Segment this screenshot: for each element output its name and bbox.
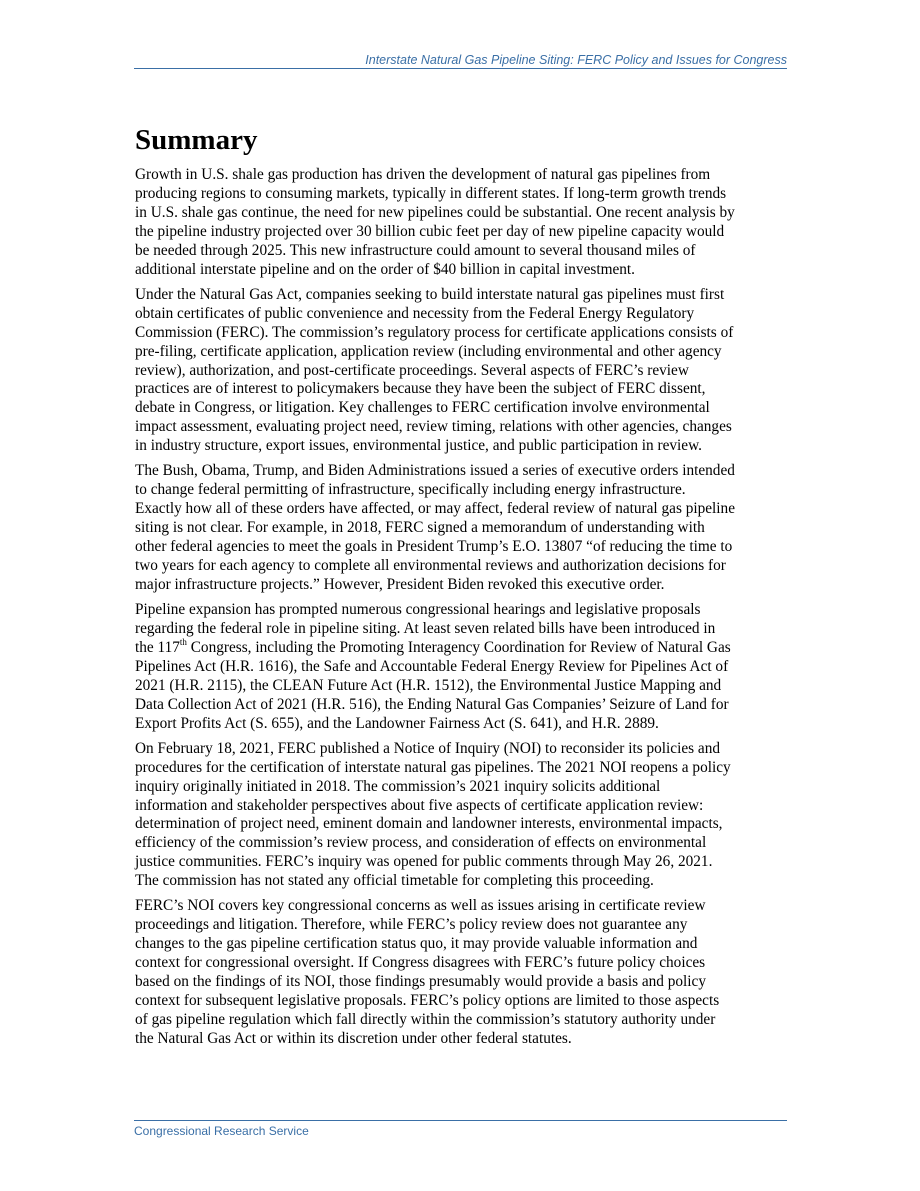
- line: Export Profits Act (S. 655), and the Landowner Fairness Act (S. 641), and H.R. 2889.: [135, 714, 659, 732]
- line: Data Collection Act of 2021 (H.R. 516), the Ending Natural Gas Companies’ Seizure of Land for: [135, 695, 729, 713]
- line: justice communities. FERC’s inquiry was opened for public comments through May 26, 2021.: [135, 853, 713, 871]
- ordinal-suffix: th: [179, 636, 187, 647]
- line: to change federal permitting of infrastructure, specifically including energy infrastructure.: [135, 481, 686, 499]
- line: review), authorization, and post-certificate proceedings. Several aspects of FERC’s review: [135, 361, 689, 379]
- line: inquiry originally initiated in 2018. The commission’s 2021 inquiry solicits additional: [135, 777, 661, 795]
- line: changes to the gas pipeline certification status quo, it may provide valuable information and: [135, 935, 698, 953]
- line: major infrastructure projects.” However, President Biden revoked this executive order.: [135, 576, 665, 594]
- line: siting is not clear. For example, in 2018, FERC signed a memorandum of understanding with: [135, 519, 705, 537]
- congress-ref: the 117: [135, 638, 180, 656]
- paragraph-1: [135, 166, 789, 280]
- line: the Natural Gas Act or within its discretion under other federal statutes.: [135, 1029, 572, 1047]
- line: in U.S. shale gas continue, the need for new pipelines could be substantial. One recent analysis by: [135, 203, 735, 221]
- paragraph-3: [135, 462, 789, 595]
- line: producing regions to consuming markets, typically in different states. If long-term growth trends: [135, 184, 727, 202]
- line: context for congressional oversight. If Congress disagrees with FERC’s future policy choices: [135, 954, 706, 972]
- page-footer: Congressional Research Service: [134, 1120, 787, 1138]
- line: Exactly how all of these orders have affected, or may affect, federal review of natural gas pipeline: [135, 500, 735, 518]
- paragraph-6: [135, 897, 789, 1049]
- line: two years for each agency to complete all environmental reviews and authorization decisions for: [135, 557, 726, 575]
- line: Commission (FERC). The commission’s regulatory process for certificate applications consists of: [135, 323, 734, 341]
- line: Pipelines Act (H.R. 1616), the Safe and Accountable Federal Energy Review for Pipelines Act of: [135, 657, 729, 675]
- line: practices are of interest to policymakers because they have been the subject of FERC dissent,: [135, 380, 706, 398]
- line: information and stakeholder perspectives about five aspects of certificate application review:: [135, 796, 704, 814]
- line: regarding the federal role in pipeline siting. At least seven related bills have been introduced in: [135, 619, 716, 637]
- line: other federal agencies to meet the goals in President Trump’s E.O. 13807 “of reducing the time to: [135, 538, 733, 556]
- paragraph-5: [135, 740, 789, 892]
- paragraph-2: [135, 286, 789, 457]
- line: debate in Congress, or litigation. Key challenges to FERC certification involve environmental: [135, 399, 710, 417]
- line: the 117th Congress, including the Promoting Interagency Coordination for Review of Natural Gas: [135, 636, 731, 656]
- line: based on the findings of its NOI, those findings presumably would provide a basis and policy: [135, 973, 706, 991]
- line: FERC’s NOI covers key congressional concerns as well as issues arising in certificate review: [135, 897, 706, 915]
- line: context for subsequent legislative proposals. FERC’s policy options are limited to those aspects: [135, 992, 720, 1010]
- line: The commission has not stated any official timetable for completing this proceeding.: [135, 872, 654, 890]
- paragraph-4: [135, 601, 789, 734]
- line: proceedings and litigation. Therefore, while FERC’s policy review does not guarantee any: [135, 916, 688, 934]
- line: determination of project need, eminent domain and landowner interests, environmental impacts,: [135, 815, 723, 833]
- line: Pipeline expansion has prompted numerous congressional hearings and legislative proposals: [135, 600, 701, 618]
- line: of gas pipeline regulation which fall directly within the commission’s statutory authority under: [135, 1010, 716, 1028]
- running-header: Interstate Natural Gas Pipeline Siting: FERC Policy and Issues for Congress: [134, 53, 787, 69]
- line: in industry structure, export issues, environmental justice, and public participation in review.: [135, 437, 702, 455]
- page-title: Summary: [135, 124, 258, 156]
- line: The Bush, Obama, Trump, and Biden Administrations issued a series of executive orders intended: [135, 462, 735, 480]
- line: be needed through 2025. This new infrastructure could amount to several thousand miles of: [135, 241, 696, 259]
- line: additional interstate pipeline and on the order of $40 billion in capital investment.: [135, 260, 635, 278]
- line: procedures for the certification of interstate natural gas pipelines. The 2021 NOI reopens a policy: [135, 758, 731, 776]
- line: obtain certificates of public convenience and necessity from the Federal Energy Regulatory: [135, 304, 695, 322]
- line: 2021 (H.R. 2115), the CLEAN Future Act (H.R. 1512), the Environmental Justice Mapping and: [135, 676, 722, 694]
- line: impact assessment, evaluating project need, review timing, relations with other agencies, changes: [135, 418, 732, 436]
- line: Under the Natural Gas Act, companies seeking to build interstate natural gas pipelines must first: [135, 285, 725, 303]
- line: the pipeline industry projected over 30 billion cubic feet per day of new pipeline capacity would: [135, 222, 725, 240]
- line: efficiency of the commission’s review process, and consideration of effects on environmental: [135, 834, 707, 852]
- line: pre-filing, certificate application, application review (including environmental and other agency: [135, 342, 722, 360]
- line: Growth in U.S. shale gas production has driven the development of natural gas pipelines from: [135, 166, 711, 183]
- line: On February 18, 2021, FERC published a Notice of Inquiry (NOI) to reconsider its policies and: [135, 739, 720, 757]
- summary-body: [135, 166, 789, 1055]
